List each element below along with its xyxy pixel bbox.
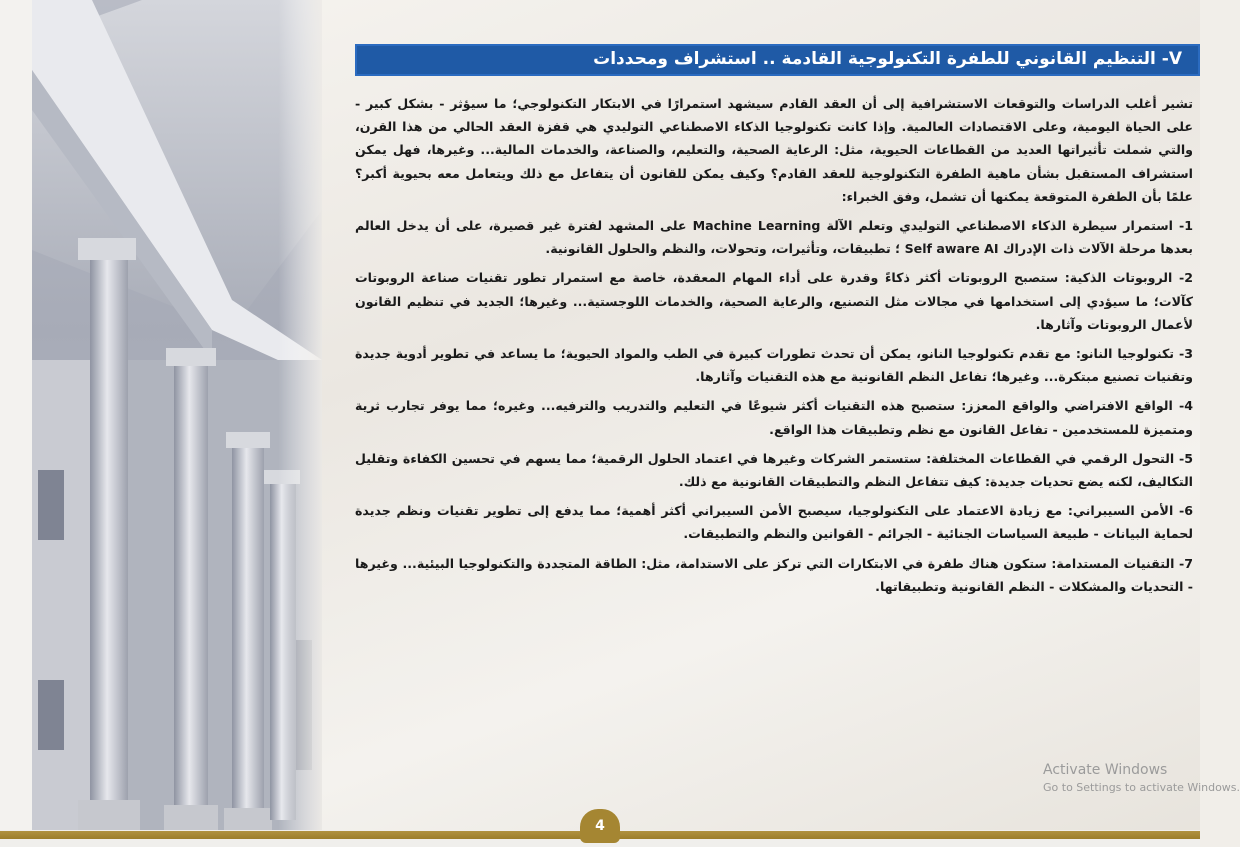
article-body <box>355 92 1193 604</box>
list-item: 4- الواقع الافتراضي والواقع المعزز: ستصبح هذه التقنيات أكثر شيوعًا في التعليم والتدريب والترفيه... وغيره؛ مما يوفر تجارب ثرية ومتميزة للمستخدمين - تفاعل القانون مع نظم وتطبيقات هذا الواقع. <box>355 398 1193 437</box>
watermark-subtitle: Go to Settings to activate Windows. <box>1043 781 1240 794</box>
list-item: 7- التقنيات المستدامة: ستكون هناك طفرة في الابتكارات التي تركز على الاستدامة، مثل: الطاقة المتجددة والتكنولوجيا البيئية... وغيرها - التحديات والمشكلات - النظم القانونية وتطبيقاتها. <box>355 555 1193 594</box>
list-item: 5- التحول الرقمي في القطاعات المختلفة: ستستمر الشركات وغيرها في اعتماد الحلول الرقمية؛ مما يسهم في تحسين الكفاءة وتقليل التكاليف، لكنه يضع تحديات جديدة: كيف تتفاعل النظم والتطبيقات القانونية مع ذلك. <box>355 450 1193 490</box>
left-margin-strip <box>0 0 32 847</box>
list-item: 6- الأمن السيبراني: مع زيادة الاعتماد على التكنولوجيا، سيصبح الأمن السيبراني أكثر أهمية؛ مما يدفع إلى تطوير تقنيات ونظم جديدة لحماية البيانات - طبيعة السياسات الجنائية - الجرائم - القوانين والنظم والتطبيقات. <box>355 503 1193 542</box>
list-item: 2- الروبوتات الذكية: ستصبح الروبوتات أكثر ذكاءً وقدرة على أداء المهام المعقدة، خاصة مع استمرار تطور تقنيات صناعة الروبوتات كآلات؛ ما سيؤدي إلى استخدامها في مجالات مثل التصنيع، والرعاية الصحية، والخدمات اللوجستية... وغيرها؛ الجديد في تنظيم القانون لأعمال الروبوتات وآثارها. <box>355 270 1193 332</box>
building-columns-illustration <box>32 0 322 830</box>
section-title-bar <box>355 44 1200 76</box>
section-title: V- التنظيم القانوني للطفرة التكنولوجية القادمة .. استشراف ومحددات <box>593 49 1182 69</box>
watermark-title: Activate Windows <box>1043 762 1168 778</box>
page-number-badge: 4 <box>580 809 620 843</box>
list-item: 1- استمرار سيطرة الذكاء الاصطناعي التوليدي وتعلم الآلة Machine Learning على المشهد لفترة غير قصيرة، على أن يدخل العالم بعدها مرحلة الآلات ذات الإدراك Self aware AI ؛ تطبيقات، وتأثيرات، وتحولات، والنظم والحلول القانونية. <box>355 218 1194 257</box>
activate-windows-watermark <box>1043 762 1240 794</box>
building-photo <box>32 0 322 830</box>
list-item: 3- تكنولوجيا النانو: مع تقدم تكنولوجيا النانو، يمكن أن تحدث تطورات كبيرة في الطب والمواد الحيوية؛ ما يساعد في تطوير أدوية جديدة وتقنيات تصنيع مبتكرة... وغيرها؛ تفاعل النظم القانونية مع هذه التقنيات وآثارها. <box>355 346 1193 385</box>
intro-paragraph: تشير أغلب الدراسات والتوقعات الاستشرافية إلى أن العقد القادم سيشهد استمرارًا في الابتكار التكنولوجي؛ ما سيؤثر - بشكل كبير - على الحياة اليومية، وعلى الاقتصادات العالمية. وإذا كانت تكنولوجيا الذكاء الاصطناعي التوليدي هي قفزة العقد الحالي من هذا القرن، والتي شملت تأثيراتها العديد من القطاعات الحيوية، مثل: الرعاية الصحية، والتعليم، والصناعة، والخدمات المالية... وغيرها، فهل يمكن استشراف المستقبل بشأن ماهية الطفرة التكنولوجية للعقد القادم؟ وكيف يمكن للقانون أن يتفاعل مع ذلك ويتعامل معه بحيوية أكبر؟ علمًا بأن الطفرة المتوقعة يمكنها أن تشمل، وفق الخبراء: <box>355 96 1193 204</box>
